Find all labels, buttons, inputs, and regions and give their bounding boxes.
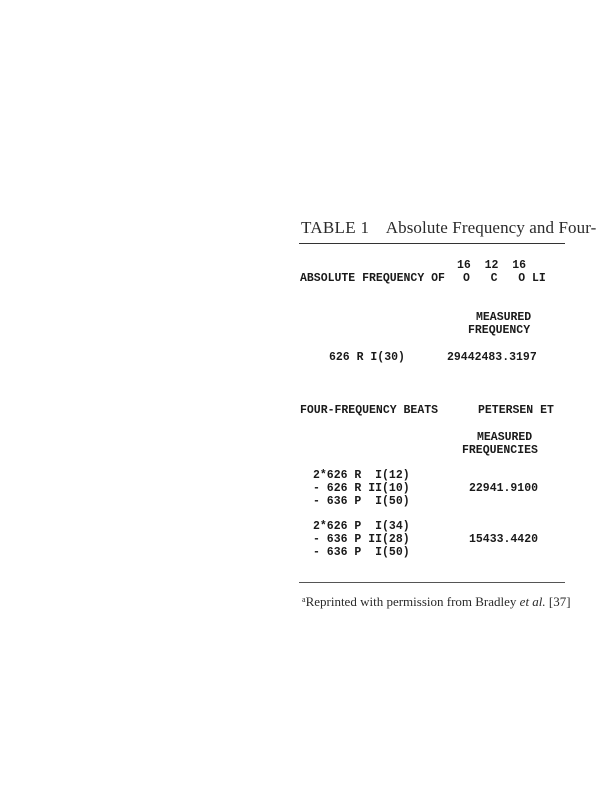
footnote-marker: a (302, 595, 306, 604)
table-title: Absolute Frequency and Four- (385, 218, 596, 237)
group2-line3: - 636 P I(50) (313, 546, 410, 559)
isotope-superscripts: 16 12 16 (457, 259, 527, 272)
section2-col-header-line1: MEASURED (477, 431, 533, 444)
section2-heading: FOUR-FREQUENCY BEATS (300, 404, 439, 417)
footnote-ref: [37] (545, 594, 571, 609)
group1-line3: - 636 P I(50) (313, 495, 410, 508)
group2-line2: - 636 P II(28) (313, 533, 410, 546)
section1-col-header-line2: FREQUENCY (468, 324, 531, 337)
table-bottom-rule (299, 582, 565, 583)
group1-value: 22941.9100 (469, 482, 539, 495)
group2-value: 15433.4420 (469, 533, 539, 546)
table-caption (301, 218, 596, 238)
section1-row-line: 626 R I(30) (329, 351, 405, 364)
table-top-rule (299, 243, 565, 244)
group2-line1: 2*626 P I(34) (313, 520, 410, 533)
section1-col-header-line1: MEASURED (476, 311, 532, 324)
section1-row-value: 29442483.3197 (447, 351, 537, 364)
section1-molecule: O C O LI (463, 272, 546, 285)
group1-line1: 2*626 R I(12) (313, 469, 410, 482)
group1-line2: - 626 R II(10) (313, 482, 410, 495)
table-footnote (302, 594, 571, 610)
footnote-italic: et al. (519, 594, 546, 609)
section2-source: PETERSEN ET (478, 404, 554, 417)
table-label: TABLE 1 (301, 218, 370, 237)
footnote-text: Reprinted with permission from Bradley (305, 594, 520, 609)
section1-heading: ABSOLUTE FREQUENCY OF (300, 272, 445, 285)
section2-col-header-line2: FREQUENCIES (462, 444, 538, 457)
